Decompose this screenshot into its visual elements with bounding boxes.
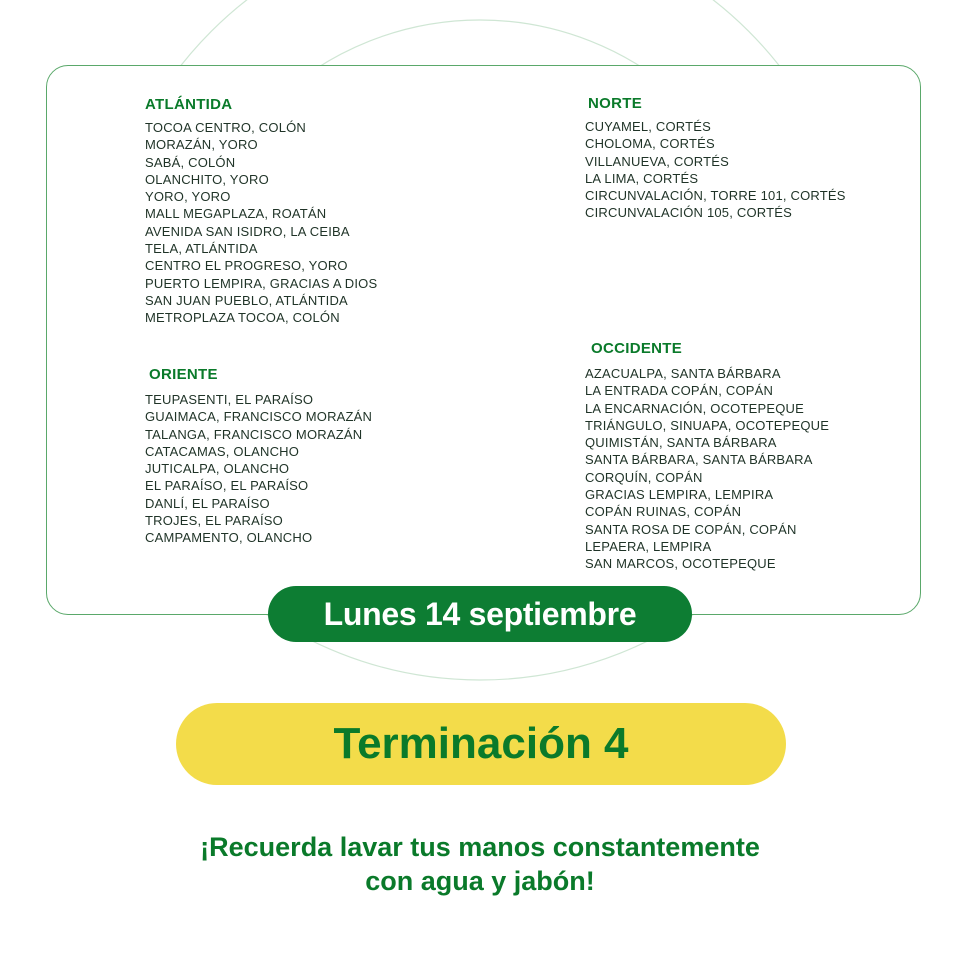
region-atlantida xyxy=(145,96,377,327)
branch-item: GRACIAS LEMPIRA, LEMPIRA xyxy=(585,487,774,503)
branch-item: SAN JUAN PUEBLO, ATLÁNTIDA xyxy=(145,292,348,308)
branch-item: CENTRO EL PROGRESO, YORO xyxy=(145,258,348,274)
branch-item: MORAZÁN, YORO xyxy=(145,137,258,153)
branch-item: VILLANUEVA, CORTÉS xyxy=(585,153,729,169)
region-norte xyxy=(585,95,846,222)
branch-item: TROJES, EL PARAÍSO xyxy=(145,513,283,529)
branch-item: CATACAMAS, OLANCHO xyxy=(145,443,300,459)
termination-banner: Terminación 4 xyxy=(176,703,786,785)
branch-item: TEUPASENTI, EL PARAÍSO xyxy=(145,392,314,407)
region-oriente xyxy=(145,366,372,547)
branch-item: TALANGA, FRANCISCO MORAZÁN xyxy=(145,426,363,442)
branch-item: JUTICALPA, OLANCHO xyxy=(145,461,290,477)
branch-list xyxy=(585,365,829,573)
branch-item: LEPAERA, LEMPIRA xyxy=(585,538,712,554)
branch-item: CIRCUNVALACIÓN 105, CORTÉS xyxy=(585,205,792,221)
branch-item: OLANCHITO, YORO xyxy=(145,171,269,187)
region-occidente xyxy=(585,340,829,573)
branch-item: AZACUALPA, SANTA BÁRBARA xyxy=(585,366,781,381)
handwash-reminder xyxy=(80,830,880,898)
branch-item: LA LIMA, CORTÉS xyxy=(585,170,699,186)
branch-list xyxy=(585,118,846,222)
reminder-line-2: con agua y jabón! xyxy=(365,866,595,896)
branch-item: AVENIDA SAN ISIDRO, LA CEIBA xyxy=(145,223,350,239)
branch-item: EL PARAÍSO, EL PARAÍSO xyxy=(145,478,309,494)
branch-item: COPÁN RUINAS, COPÁN xyxy=(585,504,742,520)
branch-item: MALL MEGAPLAZA, ROATÁN xyxy=(145,206,327,222)
branch-item: GUAIMACA, FRANCISCO MORAZÁN xyxy=(145,409,373,425)
region-title: ORIENTE xyxy=(149,366,218,383)
branch-item: TRIÁNGULO, SINUAPA, OCOTEPEQUE xyxy=(585,417,830,433)
branch-item: PUERTO LEMPIRA, GRACIAS A DIOS xyxy=(145,275,378,291)
branch-list xyxy=(145,391,372,547)
branch-item: CIRCUNVALACIÓN, TORRE 101, CORTÉS xyxy=(585,188,846,204)
region-title: OCCIDENTE xyxy=(591,340,683,357)
branch-item: CHOLOMA, CORTÉS xyxy=(585,136,715,152)
branch-item: LA ENCARNACIÓN, OCOTEPEQUE xyxy=(585,400,805,416)
branch-list xyxy=(145,119,377,327)
branch-item: TOCOA CENTRO, COLÓN xyxy=(145,120,307,135)
branch-item: LA ENTRADA COPÁN, COPÁN xyxy=(585,383,774,399)
branch-item: CUYAMEL, CORTÉS xyxy=(585,119,712,134)
branch-item: SANTA ROSA DE COPÁN, COPÁN xyxy=(585,521,797,537)
branch-item: QUIMISTÁN, SANTA BÁRBARA xyxy=(585,435,777,451)
branch-item: DANLÍ, EL PARAÍSO xyxy=(145,495,270,511)
reminder-line-1: ¡Recuerda lavar tus manos constantemente xyxy=(200,832,760,862)
branch-item: SABÁ, COLÓN xyxy=(145,154,236,170)
date-badge: Lunes 14 septiembre xyxy=(268,586,692,642)
branch-item: TELA, ATLÁNTIDA xyxy=(145,241,258,257)
branch-item: SAN MARCOS, OCOTEPEQUE xyxy=(585,556,776,572)
branch-item: SANTA BÁRBARA, SANTA BÁRBARA xyxy=(585,452,813,468)
branch-item: YORO, YORO xyxy=(145,189,231,205)
branch-item: CAMPAMENTO, OLANCHO xyxy=(145,530,313,546)
region-title: NORTE xyxy=(588,95,642,112)
region-title: ATLÁNTIDA xyxy=(145,96,233,113)
branch-item: CORQUÍN, COPÁN xyxy=(585,469,703,485)
branch-item: METROPLAZA TOCOA, COLÓN xyxy=(145,310,340,326)
